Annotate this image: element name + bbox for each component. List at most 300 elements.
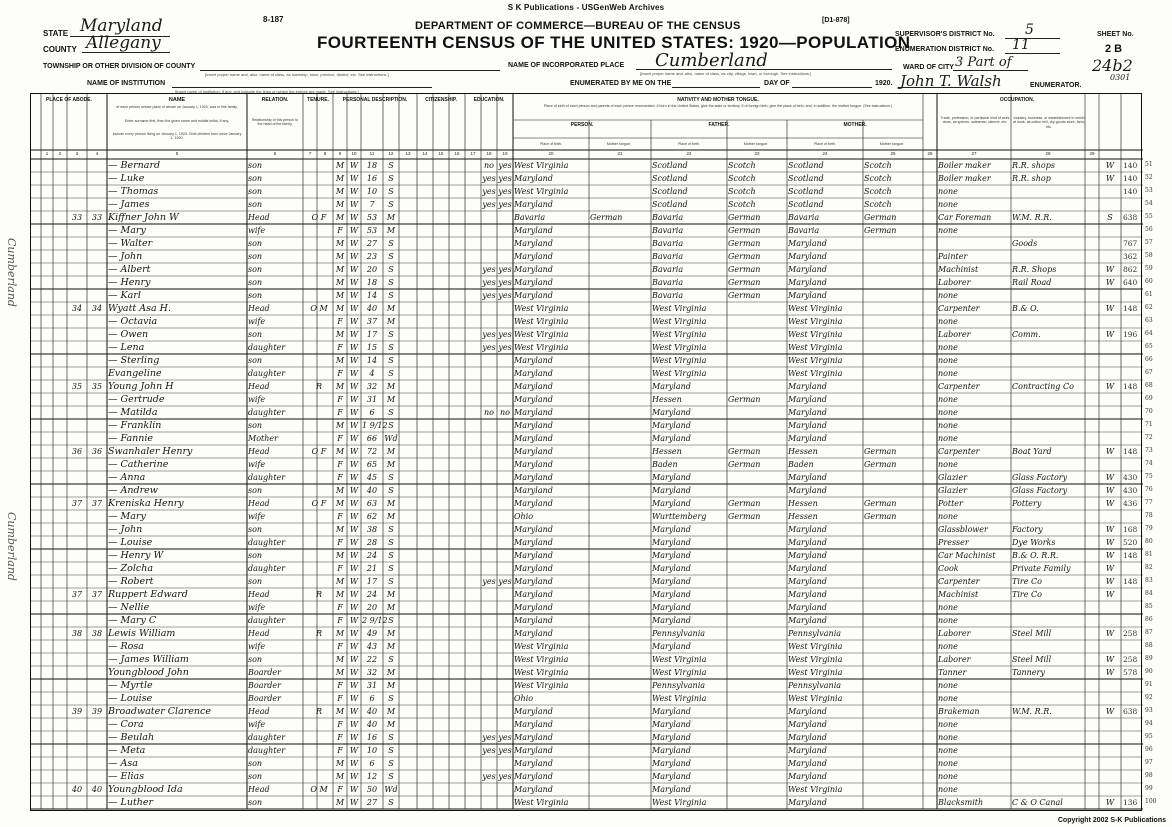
cell-code: 258 [1123, 655, 1138, 664]
cell-occ: Tanner [938, 668, 967, 677]
cell-ms: S [388, 421, 394, 430]
line-number: 63 [1145, 317, 1153, 324]
column-number: 27 [971, 151, 977, 156]
cell-age: 40 [366, 707, 378, 716]
cell-mpob: Hessen [788, 499, 818, 508]
cell-sex: F [337, 785, 343, 794]
cell-fpob: Pennsylvania [652, 681, 706, 690]
cell-fpob: Maryland [652, 551, 691, 560]
cell-rel: wife [248, 226, 266, 235]
cell-wr: yes [498, 733, 512, 742]
cell-ind: Factory [1012, 525, 1043, 534]
cell-ms: S [388, 616, 394, 625]
cell-age: 21 [366, 564, 378, 573]
cell-rd: yes [482, 265, 496, 274]
cell-fpob: Bavaria [652, 291, 684, 300]
cell-occ: Laborer [938, 330, 971, 339]
cell-ms: S [388, 278, 394, 287]
cell-occ: Machinist [938, 590, 979, 599]
cell-mpob: Scotland [788, 200, 824, 209]
cell-fpob: Hessen [652, 395, 682, 404]
cell-age: 23 [366, 252, 378, 261]
cell-fpob: Pennsylvania [652, 629, 706, 638]
cell-occ: Presser [938, 538, 969, 547]
cell-ind: Boat Yard [1012, 447, 1052, 456]
cell-age: 40 [366, 720, 378, 729]
cell-race: W [349, 590, 359, 599]
cell-pob: Maryland [514, 629, 553, 638]
cell-race: W [349, 681, 359, 690]
header-mother-pob: Place of birth. [814, 142, 836, 146]
cell-fpob: Maryland [652, 616, 691, 625]
cell-occ: Carpenter [938, 447, 980, 456]
column-number: 16 [454, 151, 460, 156]
cell-age: 45 [366, 473, 378, 482]
cell-sex: M [335, 499, 345, 508]
cell-code: 638 [1123, 213, 1138, 222]
line-number: 69 [1145, 395, 1153, 402]
cell-sex: F [337, 460, 343, 469]
cell-ind: Rail Road [1012, 278, 1052, 287]
cell-sex: M [335, 278, 345, 287]
cell-name: — John [108, 251, 143, 262]
cell-name: Lewis William [108, 628, 176, 639]
cell-ms: M [386, 395, 396, 404]
sheet-corner-small: 0301 [1110, 73, 1131, 82]
header-mother-mt: Mother tongue. [879, 142, 905, 146]
cell-name: — Louise [108, 693, 153, 704]
cell-race: W [349, 785, 359, 794]
cell-age: 6 [369, 694, 375, 703]
cell-name: — Catherine [108, 459, 169, 470]
header-name-note: of each person whose place of abode on January 1, 1920, was in this family. [116, 105, 238, 109]
cell-name: — Asa [108, 758, 138, 769]
cell-sex: M [335, 772, 345, 781]
cell-ms: M [386, 720, 396, 729]
cell-fmt: German [728, 447, 761, 456]
cell-race: W [349, 720, 359, 729]
cell-code: 168 [1123, 525, 1138, 534]
cell-rd: yes [482, 733, 496, 742]
cell-pob: West Virginia [514, 187, 569, 196]
cell-code: 430 [1123, 486, 1138, 495]
cell-fpob: West Virginia [652, 356, 707, 365]
cell-rt: W [1105, 655, 1115, 664]
cell-code: 140 [1123, 161, 1138, 170]
line-number: 89 [1145, 655, 1153, 662]
cell-ms: S [388, 187, 394, 196]
cell-name: — Henry [108, 277, 151, 288]
cell-rel: Head [248, 447, 270, 456]
cell-rel: wife [248, 642, 266, 651]
cell-rt: W [1105, 447, 1115, 456]
cell-name: — Rosa [108, 641, 144, 652]
cell-ms: S [388, 174, 394, 183]
cell-ms: Wd [384, 434, 398, 443]
cell-race: W [349, 746, 359, 755]
line-number: 96 [1145, 746, 1153, 753]
cell-mpob: Maryland [788, 473, 827, 482]
form-number: 8-187 [263, 15, 284, 24]
cell-pob: Maryland [514, 174, 553, 183]
cell-sex: M [335, 486, 345, 495]
cell-code: 136 [1123, 798, 1138, 807]
cell-ind: Tire Co [1012, 577, 1042, 586]
cell-fpob: Bavaria [652, 226, 684, 235]
cell-rel: daughter [248, 343, 286, 352]
column-number: 20 [548, 151, 554, 156]
cell-occ: none [938, 746, 958, 755]
cell-fmt: Scotch [728, 174, 756, 183]
cell-name: Ruppert Edward [108, 589, 188, 600]
header-place-of-abode: PLACE OF ABODE. [46, 97, 92, 103]
header-personal: PERSONAL DESCRIPTION. [342, 97, 408, 103]
line-number: 67 [1145, 369, 1153, 376]
cell-race: W [349, 447, 359, 456]
cell-pob: Maryland [514, 616, 553, 625]
cell-race: W [349, 603, 359, 612]
sheet-corner-number: 24b2 [1092, 56, 1133, 75]
cell-occ: Laborer [938, 278, 971, 287]
cell-ms: S [388, 486, 394, 495]
cell-rel: wife [248, 720, 266, 729]
cell-pob: Maryland [514, 577, 553, 586]
cell-race: W [349, 213, 359, 222]
cell-fpob: Hessen [652, 447, 682, 456]
sheet-value: 2 B [1105, 43, 1123, 55]
line-number: 100 [1145, 798, 1157, 805]
cell-age: 15 [366, 343, 378, 352]
column-number: 5 [175, 151, 179, 156]
cell-fpob: Maryland [652, 759, 691, 768]
cell-mpob: Maryland [788, 798, 827, 807]
cell-ms: S [388, 200, 394, 209]
cell-ind: Glass Factory [1012, 473, 1068, 482]
cell-rt: W [1105, 525, 1115, 534]
cell-mpob: Maryland [788, 616, 827, 625]
cell-race: W [349, 317, 359, 326]
header-name-note2: Enter surname first, then the given name and middle initial, if any. [124, 119, 229, 123]
cell-sex: F [337, 317, 343, 326]
header-name: NAME [168, 97, 186, 103]
cell-age: 1 9/12 [362, 421, 388, 430]
line-number: 79 [1145, 525, 1153, 532]
cell-mpob: West Virginia [788, 668, 843, 677]
cell-code: 148 [1123, 304, 1138, 313]
column-number: 1 [45, 151, 49, 156]
column-number: 18 [486, 151, 492, 156]
cell-race: W [349, 434, 359, 443]
cell-pob: Maryland [514, 603, 553, 612]
cell-occ: none [938, 356, 958, 365]
cell-sex: M [335, 265, 345, 274]
township-label: TOWNSHIP OR OTHER DIVISION OF COUNTY [43, 63, 196, 70]
cell-name: — John [108, 524, 143, 535]
cell-code: 196 [1123, 330, 1138, 339]
cell-pob: Maryland [514, 720, 553, 729]
cell-occ: none [938, 317, 958, 326]
cell-age: 20 [366, 603, 378, 612]
cell-fpob: West Virginia [652, 655, 707, 664]
cell-occ: none [938, 616, 958, 625]
cell-fm: 39 [91, 707, 103, 716]
cell-pob: Maryland [514, 421, 553, 430]
line-number: 56 [1145, 226, 1153, 233]
enumerated-day-line [672, 87, 760, 88]
cell-ms: S [388, 746, 394, 755]
cell-occ: none [938, 421, 958, 430]
column-number: 26 [927, 151, 933, 156]
line-number: 52 [1145, 174, 1153, 181]
cell-rel: son [248, 265, 263, 274]
cell-wr: yes [498, 343, 512, 352]
cell-age: 27 [366, 798, 378, 807]
cell-ind: B.& O. R.R. [1012, 551, 1059, 560]
cell-age: 24 [366, 590, 378, 599]
line-number: 57 [1145, 239, 1153, 246]
cell-age: 10 [366, 746, 378, 755]
cell-name: — Luke [108, 173, 145, 184]
cell-name: Evangeline [108, 368, 162, 379]
cell-age: 24 [366, 551, 378, 560]
line-number: 80 [1145, 538, 1153, 545]
cell-ms: S [388, 369, 394, 378]
cell-mpob: Maryland [788, 291, 827, 300]
cell-occ: none [938, 369, 958, 378]
cell-occ: Carpenter [938, 304, 980, 313]
cell-race: W [349, 564, 359, 573]
cell-code: 148 [1123, 551, 1138, 560]
cell-mpob: West Virginia [788, 330, 843, 339]
cell-fpob: West Virginia [652, 317, 707, 326]
cell-sex: M [335, 590, 345, 599]
cell-pob: West Virginia [514, 642, 569, 651]
cell-age: 16 [366, 174, 378, 183]
cell-fpob: Maryland [652, 525, 691, 534]
cell-sex: F [337, 720, 343, 729]
cell-rd: no [484, 408, 494, 417]
cell-name: — Henry W [108, 550, 164, 561]
cell-fpob: Maryland [652, 499, 691, 508]
cell-name: — Lena [108, 342, 145, 353]
cell-ms: S [388, 551, 394, 560]
cell-rel: son [248, 239, 263, 248]
cell-mpob: Maryland [788, 707, 827, 716]
cell-name: — Walter [108, 238, 153, 249]
cell-rel: daughter [248, 746, 286, 755]
cell-sex: M [335, 304, 345, 313]
cell-rt: W [1105, 590, 1115, 599]
header-occupation-note2: Industry, business, or establishment in which at work, as cotton mill, dry-goods store, farm, etc. [1013, 116, 1085, 129]
cell-mmt: German [864, 213, 897, 222]
cell-name: — Thomas [108, 186, 159, 197]
cell-pob: Maryland [514, 395, 553, 404]
cell-age: 40 [366, 304, 378, 313]
cell-race: W [349, 174, 359, 183]
cell-sex: M [335, 252, 345, 261]
cell-name: — Owen [108, 329, 149, 340]
cell-name: — Elias [108, 771, 145, 782]
cell-ms: M [386, 629, 396, 638]
cell-rel: son [248, 200, 263, 209]
header-name-note3: Include every person living on January 1, 1920. Omit children born since January 1, 1920. [112, 132, 242, 141]
cell-sex: F [337, 746, 343, 755]
cell-fpob: West Virginia [652, 798, 707, 807]
cell-rel: son [248, 330, 263, 339]
cell-code: 578 [1123, 668, 1138, 677]
cell-rd: yes [482, 278, 496, 287]
cell-ms: S [388, 291, 394, 300]
cell-fm: 36 [91, 447, 103, 456]
cell-rt: W [1105, 382, 1115, 391]
cell-mpob: Maryland [788, 525, 827, 534]
day-of-line [792, 87, 872, 88]
cell-wr: yes [498, 330, 512, 339]
cell-race: W [349, 330, 359, 339]
cell-fpob: Bavaria [652, 265, 684, 274]
cell-code: 140 [1123, 174, 1138, 183]
cell-ind: R.R. Shops [1012, 265, 1057, 274]
cell-mmt: Scotch [864, 174, 892, 183]
cell-ms: S [388, 694, 394, 703]
column-number: 29 [1089, 151, 1095, 156]
cell-rd: yes [482, 330, 496, 339]
cell-sex: M [335, 382, 345, 391]
cell-mpob: Maryland [788, 408, 827, 417]
cell-race: W [349, 629, 359, 638]
cell-fmt: Scotch [728, 187, 756, 196]
cell-pob: Maryland [514, 707, 553, 716]
column-number: 3 [75, 151, 79, 156]
cell-fpob: Bavaria [652, 252, 684, 261]
cell-mpob: Bavaria [788, 226, 820, 235]
cell-sex: M [335, 161, 345, 170]
sheet-label: SHEET No. [1097, 31, 1134, 38]
cell-fpob: Scotland [652, 174, 688, 183]
cell-fm: 37 [91, 499, 103, 508]
cell-race: W [349, 707, 359, 716]
cell-fpob: Bavaria [652, 213, 684, 222]
cell-mpob: Pennsylvania [788, 629, 842, 638]
cell-occ: Boiler maker [938, 174, 991, 183]
enumerated-label: ENUMERATED BY ME ON THE [570, 80, 672, 87]
cell-ms: M [386, 668, 396, 677]
cell-rel: daughter [248, 473, 286, 482]
cell-pob: Maryland [514, 291, 553, 300]
cell-mpob: Maryland [788, 720, 827, 729]
cell-occ: Painter [938, 252, 968, 261]
cell-fmt: German [728, 252, 761, 261]
cell-sex: M [335, 174, 345, 183]
cell-fpob: Maryland [652, 720, 691, 729]
cell-pob: Maryland [514, 252, 553, 261]
cell-name: Swanhaler Henry [108, 446, 193, 457]
cell-rt: W [1105, 629, 1115, 638]
cell-name: — Andrew [108, 485, 158, 496]
cell-rel: son [248, 577, 263, 586]
cell-pob: West Virginia [514, 668, 569, 677]
cell-mpob: Maryland [788, 239, 827, 248]
ward-line [953, 70, 1028, 71]
cell-mmt: Scotch [864, 187, 892, 196]
cell-sex: M [335, 330, 345, 339]
header-nativity-note: Place of birth of each person and parents of each person enumerated. If born in the United States, give the state or territory. If of foreign birth, give the place of birth; and, in addition, the mother tongue. (See instructions.) [543, 104, 893, 108]
cell-age: 6 [369, 408, 375, 417]
cell-ms: M [386, 603, 396, 612]
cell-fpob: Maryland [652, 603, 691, 612]
cell-fpob: Scotland [652, 161, 688, 170]
cell-race: W [349, 551, 359, 560]
cell-rt: W [1105, 707, 1115, 716]
line-number: 92 [1145, 694, 1153, 701]
cell-fpob: Bavaria [652, 278, 684, 287]
cell-fpob: Maryland [652, 707, 691, 716]
line-number: 83 [1145, 577, 1153, 584]
line-number: 77 [1145, 499, 1153, 506]
cell-name: Youngblood Ida [108, 784, 183, 795]
cell-sex: F [337, 538, 343, 547]
cell-ind: W.M. R.R. [1012, 707, 1052, 716]
cell-name: Youngblood John [108, 667, 189, 678]
cell-age: 12 [366, 772, 378, 781]
cell-age: 43 [366, 642, 378, 651]
cell-sex: F [337, 473, 343, 482]
cell-ms: S [388, 577, 394, 586]
cell-ms: M [386, 213, 396, 222]
cell-wr: yes [498, 161, 512, 170]
cell-sex: M [335, 187, 345, 196]
cell-age: 62 [366, 512, 378, 521]
cell-mpob: Maryland [788, 382, 827, 391]
header-relation-note: Relationship of this person to the head of the family. [251, 118, 299, 127]
line-number: 64 [1145, 330, 1153, 337]
cell-name: — Mary [108, 511, 146, 522]
cell-name: Kreniska Henry [108, 498, 184, 509]
cell-race: W [349, 577, 359, 586]
cell-pob: Maryland [514, 486, 553, 495]
cell-race: W [349, 252, 359, 261]
cell-mpob: Maryland [788, 772, 827, 781]
cell-name: — Sterling [108, 355, 160, 366]
cell-ind: R.R. shop [1012, 174, 1051, 183]
cell-pob: Maryland [514, 772, 553, 781]
cell-wr: yes [498, 187, 512, 196]
cell-fmt: German [728, 265, 761, 274]
cell-fpob: Maryland [652, 590, 691, 599]
cell-fpob: Scotland [652, 187, 688, 196]
cell-race: W [349, 733, 359, 742]
cell-rel: son [248, 772, 263, 781]
cell-race: W [349, 473, 359, 482]
cell-name: — James William [108, 654, 189, 665]
cell-race: W [349, 200, 359, 209]
cell-race: W [349, 278, 359, 287]
cell-dw: 38 [71, 629, 83, 638]
cell-occ: Blacksmith [938, 798, 984, 807]
cell-code: 436 [1123, 499, 1138, 508]
cell-ms: S [388, 772, 394, 781]
cell-sex: F [337, 694, 343, 703]
cell-sex: M [335, 525, 345, 534]
cell-race: W [349, 759, 359, 768]
cell-occ: Laborer [938, 629, 971, 638]
cell-rel: Head [248, 629, 270, 638]
line-number: 68 [1145, 382, 1153, 389]
cell-sex: M [335, 629, 345, 638]
form-code: [D1-878] [822, 17, 850, 24]
margin-note-bottom: Cumberland [5, 512, 18, 581]
cell-rel: Boarder [248, 694, 281, 703]
